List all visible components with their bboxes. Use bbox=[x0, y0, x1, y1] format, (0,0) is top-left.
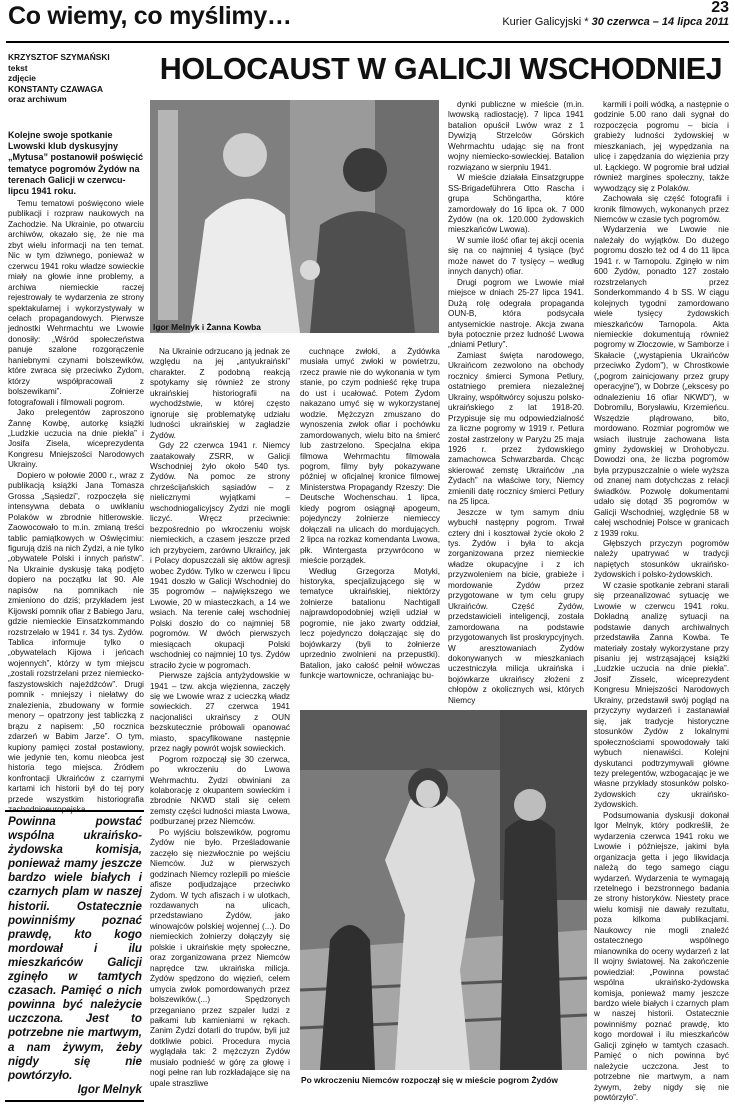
article-column-3 bbox=[300, 347, 440, 703]
paragraph: Pierwsze zajścia antyżydowskie w 1941 – tzw. akcja więzienna, zaczęły się we Lwowie wraz z ucieczką władz sowieckich. 27 czerwca 1941 nacjonaliści ukraińscy z OUN bezskutecznie próbowali opanować miasto, spacyfikowane następnie przez nagły powrót wojsk sowieckich. bbox=[150, 671, 290, 754]
paragraph: Pogrom rozpoczął się 30 czerwca, po wkroczeniu do Lwowa Wehrmachtu. Żydzi obwiniani za kolaborację z okupantem sowieckim i zbrodnie NKWD stali się celem zemsty części ludności miasta Lwowa, podburzanej przez Niemców. bbox=[150, 754, 290, 827]
newspaper-name: Kurier Galicyjski bbox=[502, 16, 582, 28]
article-column-5 bbox=[594, 100, 729, 1103]
paragraph: Wydarzenia we Lwowie nie należały do wyjątków. Do dużego pogromu doszło też od 4 do 11 lipca 1941 r. w Tarnopolu. Zginęło w nim 600 Żydów, ponadto 127 zostało rozstrzelanych przez Sonderkommando 4 b SS. W ciągu kolejnych tygodni zamordowano wiele tysięcy żydowskich mieszkańców Tarnopola. Akta niemieckie dokumentują również pogromy w Złoczowie, w Samborze i Skałacie („wystąpienia Ukraińców przeciwko Żydom”), w Chrostkowie („pogrom zainicjowany przez grupy operacyjne”), w Dobrze („ekscesy po odnalezieniu 16 ofiar NKWD”), w Dobromilu, Borysławiu, Krzemieńcu. Wszędzie plądrowano, bito, mordowano. Rozmiar pogromów we wsiach ilustruje zachowana lista gminy żydowskiej w Drohobyczu. Dowodzi ona, że liczba pogromów była przypuszczalnie o wiele wyższa od znanej nam dotychczas z relacji świadków. Pozwolę dokumentami udało się dotąd 35 pogromów w Galicji Wschodniej, względnie 58 w całej wschodniej Polsce w granicach z 1939 roku. bbox=[594, 225, 729, 538]
paragraph: W czasie spotkanie zebrani starali się przeanalizować sytuację we Lwowie w czerwcu 1941 roku. Dokładną analizę sytuacji na podstawie danych archiwalnych przedstawiła Żanna Kowba. Te materiały zostały wykorzystane przy pisaniu jej wstrząsającej książki „Ludzkie uczucia na dnie piekła”. Josif Zisselc, wiceprezydent Kongresu Mniejszości Narodowych Ukrainy, przedstawił swój pogląd na przyczyny wydarzeń i zastanawiał się, jak tradycje historyczne stosunków Żydów z lokalnymi społecznościami spowodowały taki wybuch nienawiści. Kolejni dyskutanci podtrzymywali główne tezy prelegentów, wzbogacając je we własne przykłady stosunków polsko-żydowskich czy ukraińsko-żydowskich. bbox=[594, 580, 729, 810]
paragraph: Dopiero w połowie 2000 r., wraz z publikacją książki Jana Tomasza Grossa „Sąsiedzi”, rozpoczęła się intensywna debata o uwikłaniu Polaków w zbrodnie hitlerowskie. Zaowocowało to m.in. zmianą treści tablic pamiątkowych w Oświęcimiu: figurują dziś na nich Żydzi, a nie tylko „obywatele Polski i innych państw”. Na Ukrainie dyskusję taką podjęto dopiero na początku lat 90. Ale napisów na pomnikach nie zmieniono do dziś; przykładem jest Kijowski pomnik ofiar z Babiego Jaru, gdzie niemieckie Einsatzkommando rozstrzelało w 1941 r. 34 tys. Żydów. Tablica informuje tylko o „obywatelach Kijowa i jeńcach wojennych”, którzy w tym miejscu „zostali rozstrzelani przez niemiecko-faszystowskich najeźdźców”. Drugi pomnik - mniejszy i niełatwy do znalezienia, zbudowany w formie menory – opatrzony jest tabliczką z brązu z napisem: „50 rocznica zdarzeń w Babim Jarze”. O tym, kupiony pamięci został postawiony, wie jedynie ten, komu nieobca jest historia tego miejsca. Źródłem konfrontacji Ukraińców z czarnymi kartami ich historii był do tej pory przede wszystkim historiografia zachodnioeuropejska. bbox=[8, 470, 144, 815]
paragraph: dynki publiczne w mieście (m.in. lwowską radiostację). 7 lipca 1941 batalion opuścił Lwów wraz z 1 Dywizją Strzelców Górskich Wehrmachtu udając się na front wojny niemiecko-sowieckiej. Batalion rozwiązano w sierpniu 1941. bbox=[448, 100, 584, 172]
paragraph: Na Ukrainie odrzucano ją jednak ze względu na jej „antyukraiński” charakter. Z podobną reakcją spotykamy się również ze strony ukraińskiej historiografii na wychodźstwie, w której często ignoruje się problematykę udziału ludności ukraińskiej w zagładzie Żydów. bbox=[150, 347, 290, 440]
credit-photographer: KONSTANTy CZAWAGA bbox=[8, 83, 104, 94]
credits bbox=[8, 52, 145, 105]
photo-melnyk-kowba bbox=[150, 100, 439, 333]
issue-info bbox=[502, 16, 729, 28]
bottom-photo-caption: Po wkroczeniu Niemców rozpoczął się w mieście pogrom Żydów bbox=[301, 1075, 558, 1085]
photo-image bbox=[300, 710, 587, 1070]
paragraph: Gdy 22 czerwca 1941 r. Niemcy zaatakowały ZSRR, w Galicji Wschodniej żyło około 540 tys. Żydów. Na pomoc ze strony chrześcijańskich sąsiadów – z nielicznymi wyjątkami – wschodniogalicyjscy Żydzi nie mogli liczyć. Wręcz przeciwnie: bezpośrednio po wkroczeniu wojsk niemieckich, a czasem jeszcze przed ich przybyciem, zarówno Ukraińcy, jak i Polacy dopuszczali się aktów agresji wobec Żydów. Tylko w czerwcu i lipcu 1941 doszło w Galicji Wschodniej do 35 pogromów – największego we Lwowie, 20 w miasteczkach, a 14 we wsiach. Na terenie całej wschodniej Polski doszło do co najmniej 58 pogromów. W dwóch pierwszych miesiącach okupacji Polski wschodniej co najmniej 10 tys. Żydów straciło życie w pogromach. bbox=[150, 441, 290, 670]
paragraph: Po wyjściu bolszewików, pogromu Żydów nie było. Prześladowanie zaczęło się niezwłocznie po wejściu Niemców. Już w pierwszych godzinach Niemcy rozlepili po mieście afisze podjudzające przeciwko Żydom. W tych afiszach i w ulotkach, rozdawanych na ulicach, przedstawiano Żydów, jako winowajców polskiej wojennej (...). Do niemieckich żołnierzy dołączyły się polskie i ukraińskie męty społeczne, oraz zorganizowana przez Niemców naprędce tzw. ukraińska milicja. Żydów spędzono do więzień, celem umycia zwłok pomordowanych przez bolszewików.(...) Spędzonych przeganiano przez szpaler ludzi z pałkami lub kamieniami w rękach. Zanim Żydzi dotarli do trupów, byli już dotkliwie pobici. Procedura mycia wyglądała tak: 2 mężczyzn Żydów musiało podnieść w górę za głowę i nogi pełne ran lub rozkładające się na upale straszliwe bbox=[150, 827, 290, 1088]
paragraph: Temu tematowi poświęcono wiele publikacji i rozpraw naukowych na Zachodzie. Na Ukrainie, po otwarciu archiwów, okazało się, że nie ma zbyt wielu informacji na ten temat. Nic w tym dziwnego, ponieważ w czerwcu 1941 roku władze sowieckie miały na głowie inne problemy, a archiwa niemieckie raczej rejestrowały te wydarzenia ze strony spektakularnej i wykorzystywały w celach propagandowych. Pierwsze jednostki Wehrmachtu we Lwowie donosiły: „Wśród społeczeństwa panuje szalone rozgorączenie haniebnymi czynami bolszewików, które zwraca się przeciwko Żydom, którzy współpracowali z bolszewikami”. Zołnierze fotografowali i filmowali pogrom. bbox=[8, 199, 144, 407]
page-number: 23 bbox=[711, 0, 729, 16]
paragraph: Według Grzegorza Motyki, historyka, specjalizującego się w tematyce ukraińskiej, niektórzy żołnierze batalionu Nachtigall najprawdopodobniej wzięli udział w pogromie, nie jako zwarty oddział, lecz pojedynczo dołączając się do bojówkarzy (byli to żołnierze uprzednio zwolnieni na przepustki). Batalion, jako całość pełnił wówczas funkcje wartownicze, ochraniając bu- bbox=[300, 566, 440, 681]
paragraph: Zamiast święta narodowego, Ukraińcom zezwolono na obchody rocznicy śmierci Symona Petlury, ostatniego premiera niezależnej Ukrainy, współtwórcy sojuszu polsko-ukraińskiego z lat 1918-20. Przypisuje się mu odpowiedzialność za liczne pogromy w 1919 r. Petlura został zastrzelony w Paryżu 25 maja 1926 r. przez żydowskiego zamachowca Schwarzbarda. Chcąc skierować zemstę Ukraińców „na Żydach” na właściwe tory, Niemcy zmienili datę rocznicy śmierci Petlury na 25 lipca. bbox=[448, 350, 584, 507]
article-column-2 bbox=[150, 347, 290, 1099]
credit-role-text: tekst bbox=[8, 62, 28, 73]
headline: HOLOCAUST W GALICJI WSCHODNIEJ bbox=[159, 52, 723, 86]
top-photo-caption: Igor Melnyk i Żanna Kowba bbox=[153, 322, 261, 332]
article-column-4 bbox=[448, 100, 584, 703]
pull-quote bbox=[8, 815, 142, 1097]
quote-author: Igor Melnyk bbox=[77, 1082, 142, 1096]
quote-text: Powinna powstać wspólna ukraińsko-żydowska komisja, ponieważ mamy jeszcze bardzo wiele białych i czarnych plam w naszej historii. Ostatecznie powinniśmy poznać prawdę, kto kogo mordował i ilu mieszkańców Galicji zginęło w tamtych czasach. Pamięć o nich powinna być należycie uczczona. Jest to potrzebne nie martwym, a nam żywym, żeby nigdy się nie powtórzyło. bbox=[8, 815, 142, 1082]
paragraph: Jeszcze w tym samym dniu wybuchł następny pogrom. Trwał cztery dni i kosztował życie około 2 tys. Żydów i była to akcja zorganizowana przez niemieckie władze okupacyjne i z ich przyzwoleniem na bicie, grabieże i mordowanie Żydów przez przygotowane w tym celu grupy Ukraińców. Część Żydów, przedstawicieli inteligencji, została zamordowana na podstawie przygotowanych list proskrypcyjnych. W aresztowaniach Żydów dokonywanych w mieszkaniach uczestniczyła milicja ukraińska i bojówkarze ukraińscy złożeni z chłopów z okolicznych wsi, których Niemcy bbox=[448, 507, 584, 705]
paragraph: Podsumowania dyskusji dokonał Igor Melnyk, który podkreślił, że wydarzenia czerwca 1941 roku we Lwowie i późniejsze, jakimi była organizacja getta i jego likwidacja należą do tego samego ciągu wydarzeń. Wydarzenia te wymagają rzetelnego i bezstronnego badania ze strony historyków. Niestety prace wielu komisji nie dawały rezultatu, poza kilkoma publikacjami. Naukowcy nie mogli znaleźć ostatecznego wspólnego mianownika do oceny wydarzeń z lat II wojny światowej. Na zakończenie powiedział: „Powinna powstać wspólna ukraińsko-żydowska komisja, ponieważ mamy jeszcze bardzo wiele białych i czarnych plam w naszej historii. Ostatecznie powinniśmy poznać prawdę, kto kogo mordował i ilu mieszkańców Galicji zginęło w tamtych czasach. Pamięć o nich powinna być należycie uczczona. Jest to potrzebne nie martwym, a nam żywym, żeby nigdy się nie powtórzyło”. bbox=[594, 810, 729, 1103]
separator: * bbox=[584, 16, 589, 28]
header-rule bbox=[6, 41, 729, 43]
paragraph: Drugi pogrom we Lwowie miał miejsce w dniach 25-27 lipca 1941. Dużą rolę odegrała propaganda OUN-B, która podsycała antysemickie nastroje. Akcja zwana była potocznie przez ludność Lwowa „dniami Petlury”. bbox=[448, 277, 584, 350]
credit-role-photo: zdjęcie bbox=[8, 73, 36, 84]
issue-date: 30 czerwca – 14 lipca 2011 bbox=[591, 16, 729, 28]
paragraph: W mieście działała Einsatzgruppe SS-Brigadeführera Otto Rascha i grupa Schöngartha, które zamordowały do 16 lipca ok. 7 000 Żydów (na ok. 120.000 żydowskich mieszkańców Lwowa). bbox=[448, 173, 584, 235]
paragraph: Jako prelegentów zaproszono Żannę Kowbę, autorkę książki „Ludzkie uczucia na dnie piekła” i Josifa Zisela, wiceprezydenta Kongresu Mniejszości Narodowych Ukrainy. bbox=[8, 408, 144, 470]
paragraph: karmili i poili wódką, a następnie o godzinie 5.00 rano dali sygnał do rozpoczęcia pogromu – bicia i grabieży ludności żydowskiej w mieszkaniach, jej wypędzania na ulicę i zapędzania do więzienia przy ul. Łąckiego. W pogromie brał udział również margines społeczny, także wywodzący się z Polaków. bbox=[594, 100, 729, 193]
photo-image bbox=[150, 100, 439, 333]
article-column-1 bbox=[8, 199, 144, 815]
photo-pogrom bbox=[300, 710, 587, 1070]
paragraph: cuchnące zwłoki, a Żydówka musiała umyć zwłoki w powietrzu, rzecz prawie nie do wykonania w tym stanie, po czym podnieść rękę trupa do ust i ucałować. Potem Żydom nakazano umyć się w wykorzystanej wodzie. Mężczyzn zmuszano do wynoszenia zwłok ofiar i pochówku zamordowanych, wielu bito na śmierć lub zastrzelono. Specjalna ekipa filmowa Wehrmachtu filmowała pogrom, filmy były pokazywane później w oficjalnej kronice filmowej Ministerstwa Propagandy Rzeszy: Die Deutsche Wochenschau. 1 lipca, kiedy pogrom osiągnął apogeum, pojedynczy żołnierze niemieccy dołączali na ulicach do mordujących. 2 lipca na rozkaz komendanta Lwowa, płk. Wintergasta przywrócono w mieście porządek. bbox=[300, 347, 440, 566]
credit-author: KRZYSZTOF SZYMAŃSKI bbox=[8, 52, 110, 62]
paragraph: Głębszych przyczyn pogromów należy upatrywać w tradycji napiętych stosunków ukraińsko-żydowskich i polsko-żydowskich. bbox=[594, 539, 729, 580]
credit-archive: oraz archiwum bbox=[8, 94, 67, 105]
paragraph: Zachowała się część fotografii i kronik filmowych, wykonanych przez Niemców w czasie tych pogromów. bbox=[594, 194, 729, 224]
section-title: Co wiemy, co myślimy… bbox=[8, 2, 292, 30]
paragraph: W sumie ilość ofiar tej akcji ocenia się na co najmniej 4 tysiące (być może nawet do 7 tysięcy – według innych danych) ofiar. bbox=[448, 235, 584, 277]
lead-paragraph: Kolejne swoje spotkanie Lwowski klub dyskusyjny „Mytusa” postanowił poświęcić tematyce pogromów Żydów na terenach Galicji w czerwcu-lipcu 1941 roku. bbox=[8, 130, 144, 197]
